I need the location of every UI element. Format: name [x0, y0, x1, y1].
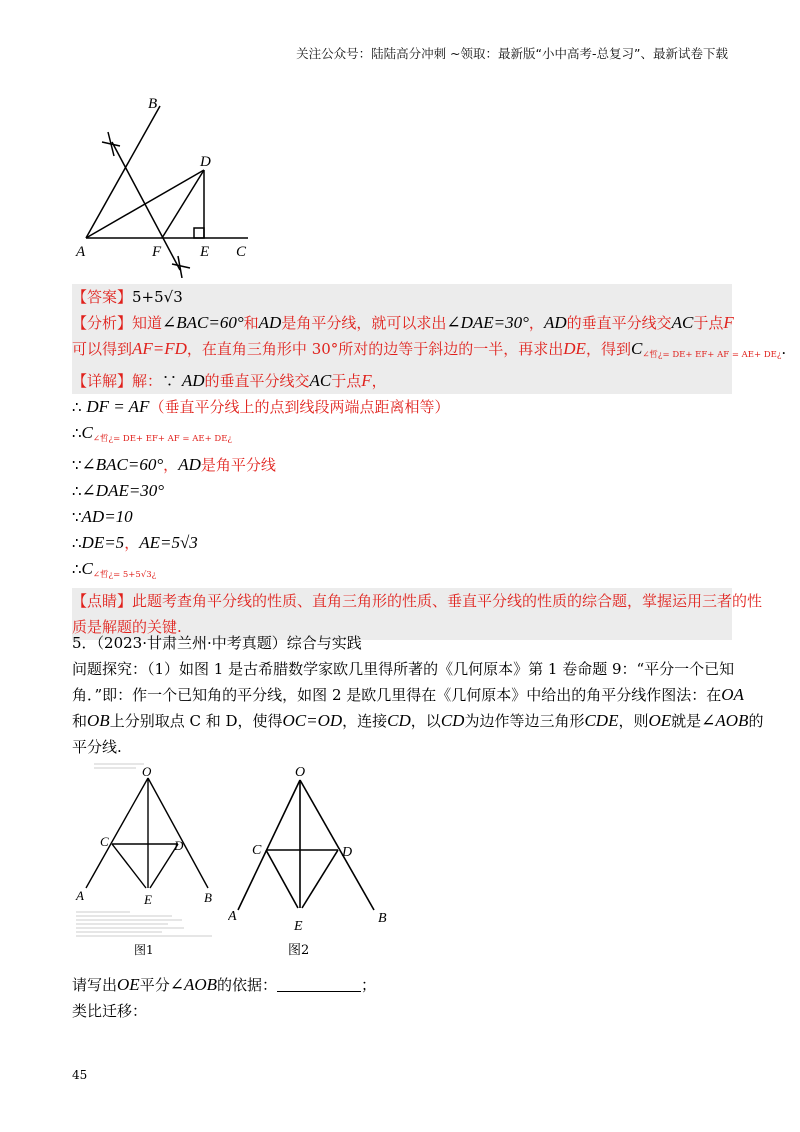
- fig2-label-c: C: [252, 843, 262, 858]
- comment-row-1: 【点睛】此题考查角平分线的性质、直角三角形的性质、垂直平分线的性质的综合题，掌握运用三者的性: [72, 588, 732, 614]
- fig2-label-o: O: [295, 765, 306, 780]
- fig1-label-b: B: [204, 890, 212, 905]
- problem-5-title: 5．（2023·甘肃兰州·中考真题）综合与实践: [72, 634, 362, 652]
- question-line-1: 请写出OE平分∠AOB的依据： ；: [72, 975, 377, 994]
- fig1-label-a: A: [76, 888, 84, 903]
- label-f: F: [152, 244, 162, 260]
- detail-row-6: ∵AD=10: [72, 507, 133, 526]
- analysis-row-1: 【分析】知道∠BAC=60°和AD是角平分线，就可以求出∠DAE=30°，AD的垂直平分线交AC于点F: [72, 310, 732, 336]
- geometry-figure-top: [72, 92, 262, 278]
- problem-5-text: [72, 630, 764, 760]
- page-number: 45: [72, 1068, 88, 1082]
- analysis-row-2: 可以得到AF=FD，在直角三角形中 30°所对的边等于斜边的一半，再求出DE，得到$C_{\angle 哲¿= DE+ EF+ AF = AE+ DE¿}$.: [72, 336, 732, 368]
- fig2-label-d: D: [342, 845, 353, 860]
- detail-row-5: ∴∠DAE=30°: [72, 481, 165, 500]
- solution-block: [72, 284, 787, 640]
- answer-tag: 【答案】: [72, 288, 133, 306]
- fig1-caption: 图1: [134, 943, 154, 957]
- answer-row: [72, 284, 732, 310]
- detail-row-4: ∵∠BAC=60°，AD是角平分线: [72, 455, 276, 474]
- question-line-2: 类比迁移：: [72, 1002, 148, 1020]
- label-e: E: [200, 244, 210, 260]
- problem-5-para-1: 问题探究：（1）如图 1 是古希腊数学家欧几里得所著的《几何原本》第 1 卷命题 9：“平分一个已知: [72, 660, 735, 678]
- fig2-caption: 图2: [288, 943, 310, 958]
- problem-5-para-4: 平分线.: [72, 738, 122, 756]
- fig2-label-a: A: [228, 909, 237, 924]
- problem-5-para-3: 和OB上分别取点 C 和 D，使得OC=OD，连接CD，以CD为边作等边三角形CDE，则OE就是∠AOB的: [72, 711, 764, 730]
- figure-1: [72, 760, 222, 960]
- fig1-label-d: D: [174, 838, 184, 853]
- fig1-label-e: E: [144, 892, 152, 907]
- answer-value: 5+5√3: [132, 288, 183, 306]
- label-a: A: [76, 244, 86, 260]
- problem-5-para-2: 角．”即：作一个已知角的平分线，如图 2 是欧几里得在《几何原本》中给出的角平分线作图法：在OA: [72, 685, 744, 704]
- label-c: C: [236, 244, 247, 260]
- detail-row-7: ∴DE=5，AE=5√3: [72, 533, 198, 552]
- problem-5-question: [72, 972, 732, 1024]
- detail-row-2: ∴ DF = AF（垂直平分线上的点到线段两端点距离相等）: [72, 397, 450, 416]
- comment-row-2: 质是解题的关键.: [72, 614, 732, 640]
- label-d: D: [200, 154, 211, 170]
- detail-row-3: $\therefore C_{\angle 哲¿= DE+ EF+ AF = AE+ DE¿}$: [72, 423, 232, 444]
- fig2-label-b: B: [378, 911, 387, 926]
- fig1-label-o: O: [142, 764, 152, 779]
- detail-row-1: 【详解】解：∵ AD的垂直平分线交AC于点F，: [72, 368, 732, 394]
- figure-2: [228, 760, 398, 960]
- answer-blank[interactable]: [277, 977, 361, 992]
- label-b: B: [148, 96, 158, 112]
- fig2-label-e: E: [294, 919, 303, 934]
- page-header: 关注公众号：陆陆高分冲刺 ~领取：最新版“小中高考-总复习”、最新试卷下载: [296, 46, 728, 61]
- fig1-label-c: C: [100, 834, 109, 849]
- detail-row-8: $\therefore C_{\angle 哲¿= 5+5√3¿}$: [72, 559, 157, 580]
